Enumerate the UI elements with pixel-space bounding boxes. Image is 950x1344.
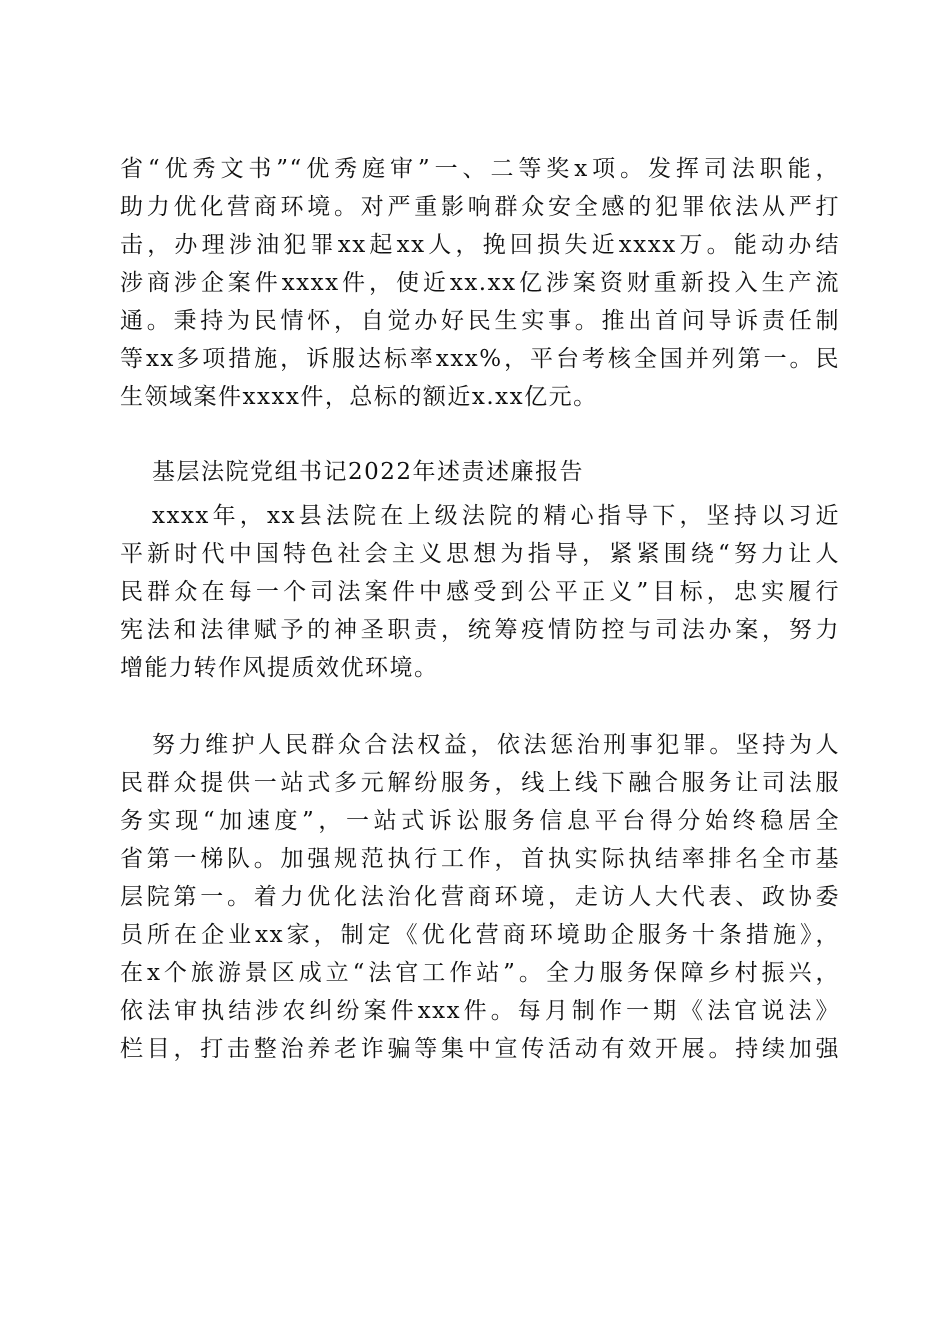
paragraph-court-achievements — [120, 150, 840, 416]
text-line: 务实现“加速度”，一站式诉讼服务信息平台得分始终稳居全 — [120, 808, 840, 834]
text-line: 努力维护人民群众合法权益，依法惩治刑事犯罪。坚持为人 — [152, 732, 840, 758]
text-line: 宪法和法律赋予的神圣职责，统筹疫情防控与司法办案，努力 — [120, 617, 840, 643]
text-line: 助力优化营商环境。对严重影响群众安全感的犯罪依法从严打 — [120, 194, 840, 220]
text-line: 员所在企业xx家，制定《优化营商环境助企服务十条措施》， — [120, 922, 840, 948]
text-line: 通。秉持为民情怀，自觉办好民生实事。推出首问导诉责任制 — [120, 308, 840, 334]
heading-text: 基层法院党组书记2022年述责述廉报告 — [152, 459, 585, 485]
text-line: xxxx年，xx县法院在上级法院的精心指导下，坚持以习近 — [152, 503, 840, 529]
text-line: 增能力转作风提质效优环境。 — [120, 655, 439, 681]
text-line: 栏目，打击整治养老诈骗等集中宣传活动有效开展。持续加强 — [120, 1036, 840, 1062]
text-line: 民群众在每一个司法案件中感受到公平正义”目标，忠实履行 — [120, 579, 840, 605]
report-heading — [120, 453, 840, 491]
text-line: 省“优秀文书”“优秀庭审”一、二等奖x项。发挥司法职能， — [120, 156, 840, 182]
text-line: 击，办理涉油犯罪xx起xx人，挽回损失近xxxx万。能动办结 — [120, 232, 840, 258]
text-line: 在x个旅游景区成立“法官工作站”。全力服务保障乡村振兴， — [120, 960, 840, 986]
text-line: 层院第一。着力优化法治化营商环境，走访人大代表、政协委 — [120, 884, 840, 910]
text-line: 生领域案件xxxx件，总标的额近x.xx亿元。 — [120, 384, 598, 410]
text-line: 涉商涉企案件xxxx件，使近xx.xx亿涉案资财重新投入生产流 — [120, 270, 840, 296]
text-line: 依法审执结涉农纠纷案件xxx件。每月制作一期《法官说法》 — [120, 998, 840, 1024]
paragraph-rights-protection — [120, 726, 840, 1068]
text-line: 等xx多项措施，诉服达标率xxx%，平台考核全国并列第一。民 — [120, 346, 840, 372]
text-line: 省第一梯队。加强规范执行工作，首执实际执结率排名全市基 — [120, 846, 840, 872]
text-line: 民群众提供一站式多元解纷服务，线上线下融合服务让司法服 — [120, 770, 840, 796]
text-line: 平新时代中国特色社会主义思想为指导，紧紧围绕“努力让人 — [120, 541, 840, 567]
paragraph-introduction — [120, 497, 840, 687]
